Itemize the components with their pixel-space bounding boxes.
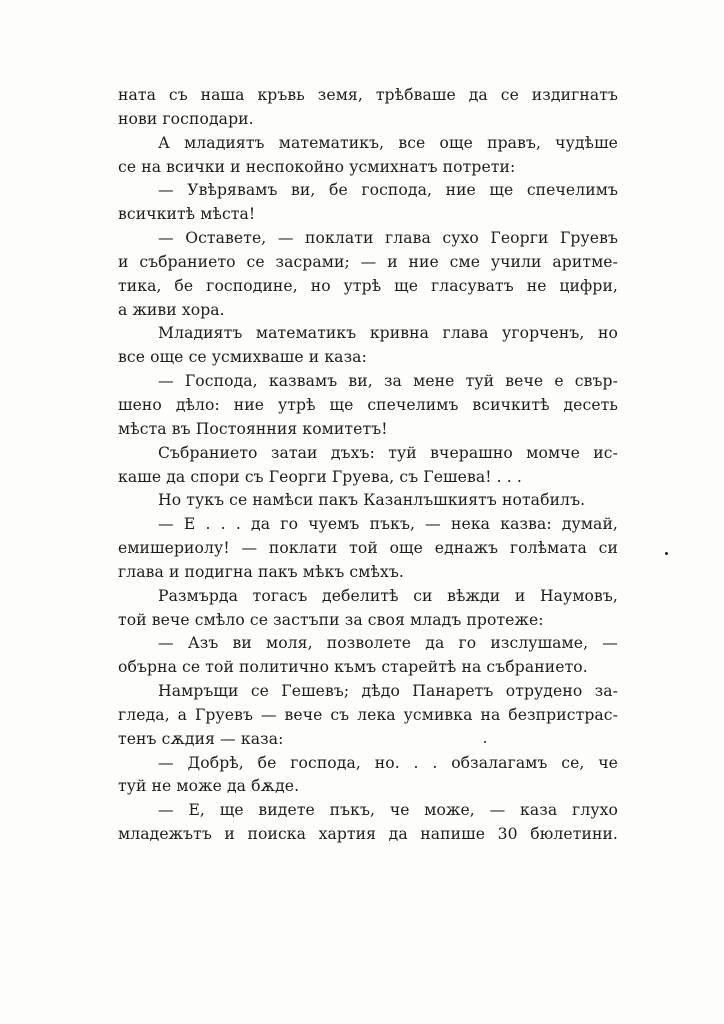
text-line: шено дѣло: ние утрѣ ще спечелимъ всичкитѣ десеть [118, 395, 618, 414]
text-line: се на всички и неспокойно усмихнатъ потрети: [118, 157, 516, 176]
text-line: всичкитѣ мѣста! [118, 205, 256, 224]
text-line: а живи хора. [118, 300, 225, 319]
text-line: Но тукъ се намѣси пакъ Казанлъшкиятъ нотабилъ. [158, 491, 586, 510]
text-line: той вече смѣло се застъпи за своя младъ протеже: [118, 610, 544, 629]
text-line: Размърда тогасъ дебелитѣ си вѣжди и Наумовъ, [158, 586, 618, 605]
text-line: нови господари. [118, 109, 254, 128]
text-line: — Оставете, — поклати глава сухо Георги Груевъ [158, 229, 618, 248]
text-line: глава и подигна пакъ мѣкъ смѣхъ. [118, 562, 404, 581]
text-line: тенъ сѫдия — каза: [118, 729, 284, 748]
text-line: тика, бе господине, но утрѣ ще гласуватъ не цифри, [118, 276, 618, 295]
text-line: А младиятъ математикъ, все още правъ, чудѣше [158, 133, 618, 152]
text-line: мѣста въ Постоянния комитетъ! [118, 419, 388, 438]
text-line: все още се усмихваше и каза: [118, 348, 367, 367]
text-line: гледа, а Груевъ — вече съ лека усмивка на безпристрас- [118, 705, 618, 724]
text-line: — Е . . . да го чуемъ пъкъ, — нека казва: думай, [158, 515, 618, 534]
text-line: — Господа, казвамъ ви, за мене туй вече е свър- [158, 372, 618, 391]
text-line: — Е, ще видете пъкъ, че може, — каза глухо [158, 801, 618, 820]
text-line: — Увѣрявамъ ви, бе господа, ние ще спечелимъ [158, 181, 618, 200]
ink-speck [484, 741, 486, 743]
text-line: емишериолу! — поклати той още еднажъ голѣмата си [118, 539, 618, 558]
text-line: младежътъ и поиска хартия да напише 30 бюлетини. [118, 825, 618, 844]
text-line: каше да спори съ Георги Груева, съ Гешева! . . . [118, 467, 522, 486]
text-line: Събранието затаи дъхъ: туй вчерашно момче ис- [158, 443, 618, 462]
text-line: — Азъ ви моля, позволете да го изслушаме, — [158, 634, 618, 653]
page-text [118, 84, 618, 847]
text-line: ната съ наша кръвь земя, трѣбваше да се издигнатъ [118, 86, 618, 104]
text-line: обърна се той политично къмъ старейтѣ на събранието. [118, 658, 588, 677]
text-line: — Добрѣ, бе господа, но. . . обзалагамъ се, че [158, 753, 618, 772]
text-line: Младиятъ математикъ кривна глава угорченъ, но [158, 324, 618, 343]
text-line: туй не може да бѫде. [118, 777, 300, 796]
text-line: и събранието се засрами; — и ние сме учили аритме- [118, 252, 618, 271]
text-line: Намръщи се Гешевъ; дѣдо Панаретъ отрудено за- [158, 682, 618, 701]
ink-speck [665, 552, 668, 555]
